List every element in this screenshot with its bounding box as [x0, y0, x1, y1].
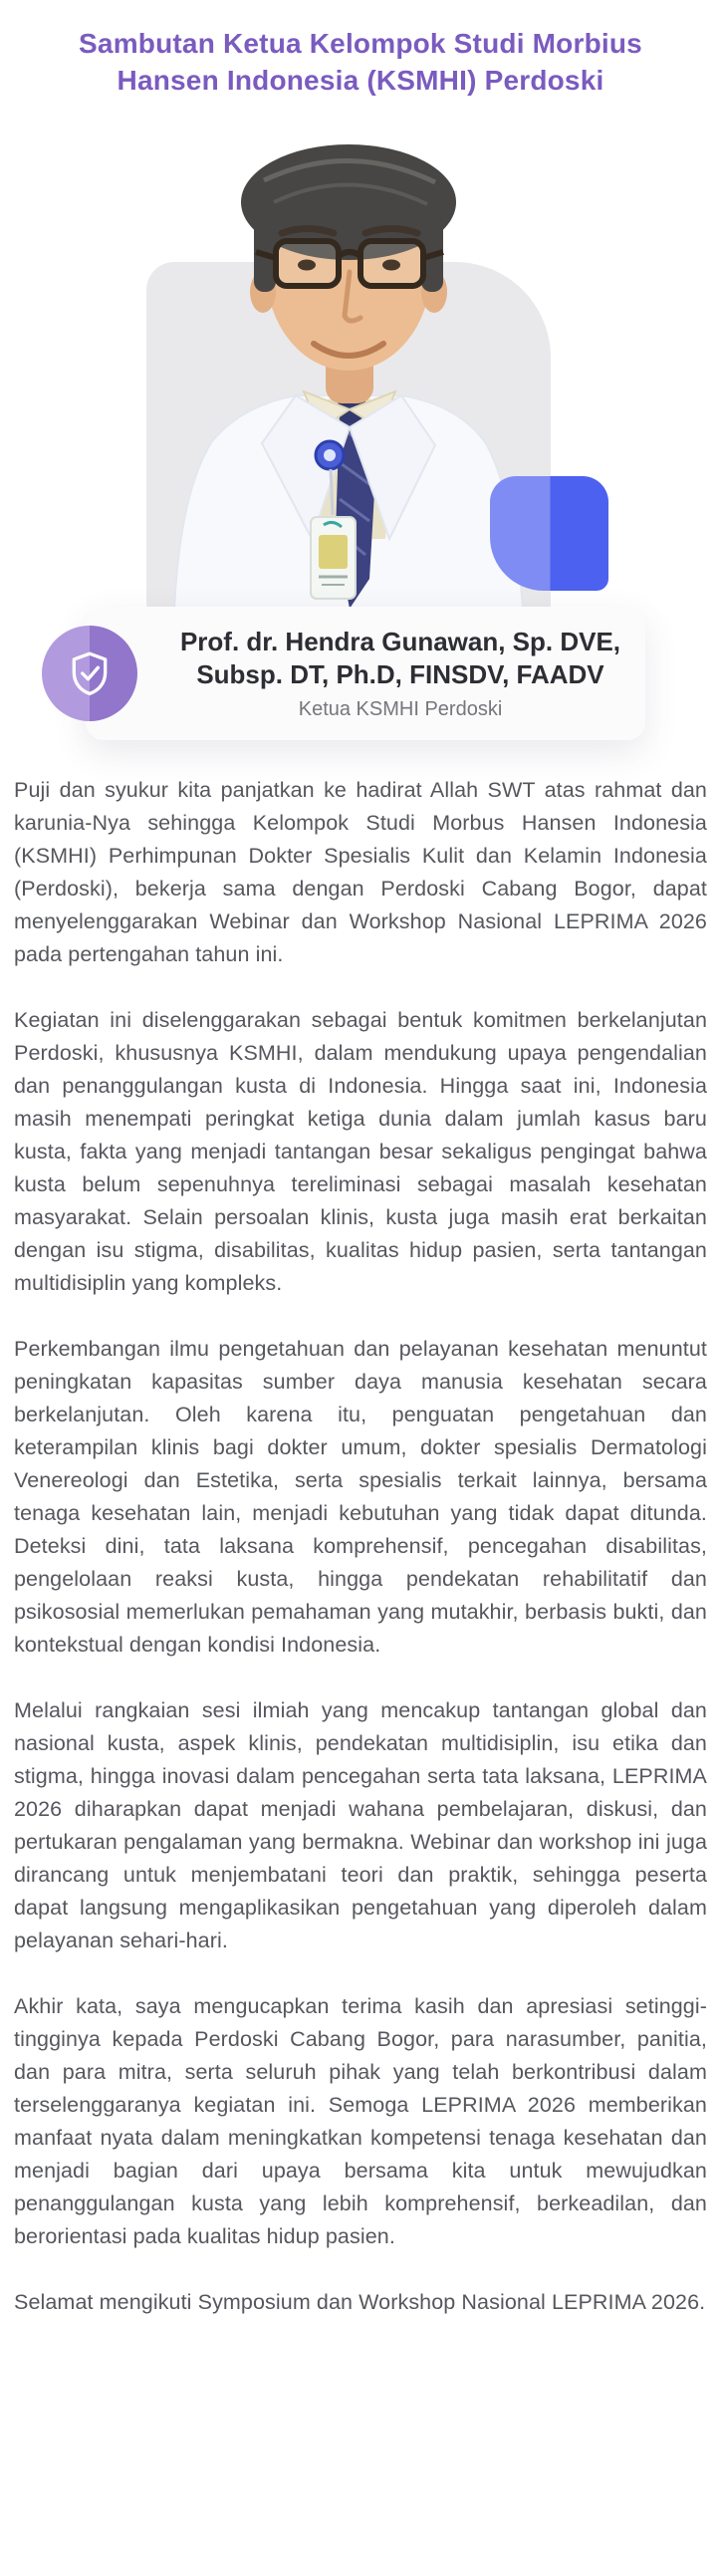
body-paragraph: Puji dan syukur kita panjatkan ke hadirat Allah SWT atas rahmat dan karunia-Nya sehingga Kelompok Studi Morbus Hansen Indonesia (KSMHI) Perhimpunan Dokter Spesialis Kulit dan Kelamin Indonesia (Perdoski), bekerja sama dengan Perdoski Cabang Bogor, dapat menyelenggarakan Webinar dan Workshop Nasional LEPRIMA 2026 pada pertengahan tahun ini. [14, 777, 707, 966]
body-paragraph: Kegiatan ini diselenggarakan sebagai bentuk komitmen berkelanjutan Perdoski, khususnya KSMHI, dalam mendukung upaya pengendalian dan penanggulangan kusta di Indonesia. Hingga saat ini, Indonesia masih menempati peringkat ketiga dunia dalam jumlah kasus baru kusta, fakta yang menjadi tantangan besar sekaligus pengingat bahwa kusta belum sepenuhnya tereliminasi sebagai masalah kesehatan masyarakat. Selain persoalan klinis, kusta juga masih erat berkaitan dengan isu stigma, disabilitas, kualitas hidup pasien, serta tantangan multidisiplin yang kompleks. [14, 1007, 707, 1295]
speaker-name-line2: Subsp. DT, Ph.D, FINSDV, FAADV [196, 658, 604, 689]
decor-squares-icon [490, 476, 608, 591]
body-paragraph: Selamat mengikuti Symposium dan Workshop Nasional LEPRIMA 2026. [14, 2289, 706, 2314]
page-title: Sambutan Ketua Kelompok Studi Morbius Hansen Indonesia (KSMHI) Perdoski [79, 28, 642, 96]
speaker-card [86, 607, 645, 740]
shield-check-icon [69, 650, 111, 696]
shield-badge [42, 626, 137, 721]
body-paragraph: Akhir kata, saya mengucapkan terima kasih dan apresiasi setinggi-tingginya kepada Perdoski Cabang Bogor, para narasumber, panitia, dan para mitra, serta seluruh pihak yang telah berkontribusi dalam terselenggaranya kegiatan ini. Semoga LEPRIMA 2026 memberikan manfaat nyata dalam meningkatkan kompetensi tenaga kesehatan dan menjadi bagian dari upaya bersama kita untuk mewujudkan penanggulangan kusta yang lebih komprehensif, berkeadilan, dan berorientasi pada kualitas hidup pasien. [14, 1993, 707, 2248]
speaker-name-line1: Prof. dr. Hendra Gunawan, Sp. DVE, [179, 626, 621, 656]
speaker-role: Ketua KSMHI Perdoski [298, 698, 503, 721]
sambutan-body [14, 774, 707, 2353]
body-paragraph: Melalui rangkaian sesi ilmiah yang mencakup tantangan global dan nasional kusta, aspek klinis, pendekatan multidisiplin, isu etika dan stigma, hingga inovasi dalam pencegahan serta tata laksana, LEPRIMA 2026 diharapkan dapat menjadi wahana pembelajaran, diskusi, dan pertukaran pengalaman yang bermakna. Webinar dan workshop ini juga dirancang untuk menjembatani teori dan praktik, sehingga peserta dapat langsung mengaplikasikan pengetahuan yang diperoleh dalam pelayanan sehari-hari. [14, 1697, 707, 1952]
speaker-name [180, 626, 620, 692]
speaker-photo-section [0, 106, 721, 743]
body-paragraph: Perkembangan ilmu pengetahuan dan pelayanan kesehatan menuntut peningkatan kapasitas sumber daya manusia kesehatan secara berkelanjutan. Oleh karena itu, penguatan pengetahuan dan keterampilan klinis bagi dokter umum, dokter spesialis Dermatologi Venereologi dan Estetika, serta spesialis terkait lainnya, bersama tenaga kesehatan lain, menjadi kebutuhan yang tidak dapat ditunda. Deteksi dini, tata laksana komprehensif, pencegahan disabilitas, pengelolaan reaksi kusta, hingga pendekatan rehabilitatif dan psikososial memerlukan pemahaman yang mutakhir, berbasis bukti, dan kontekstual dengan kondisi Indonesia. [14, 1336, 707, 1657]
